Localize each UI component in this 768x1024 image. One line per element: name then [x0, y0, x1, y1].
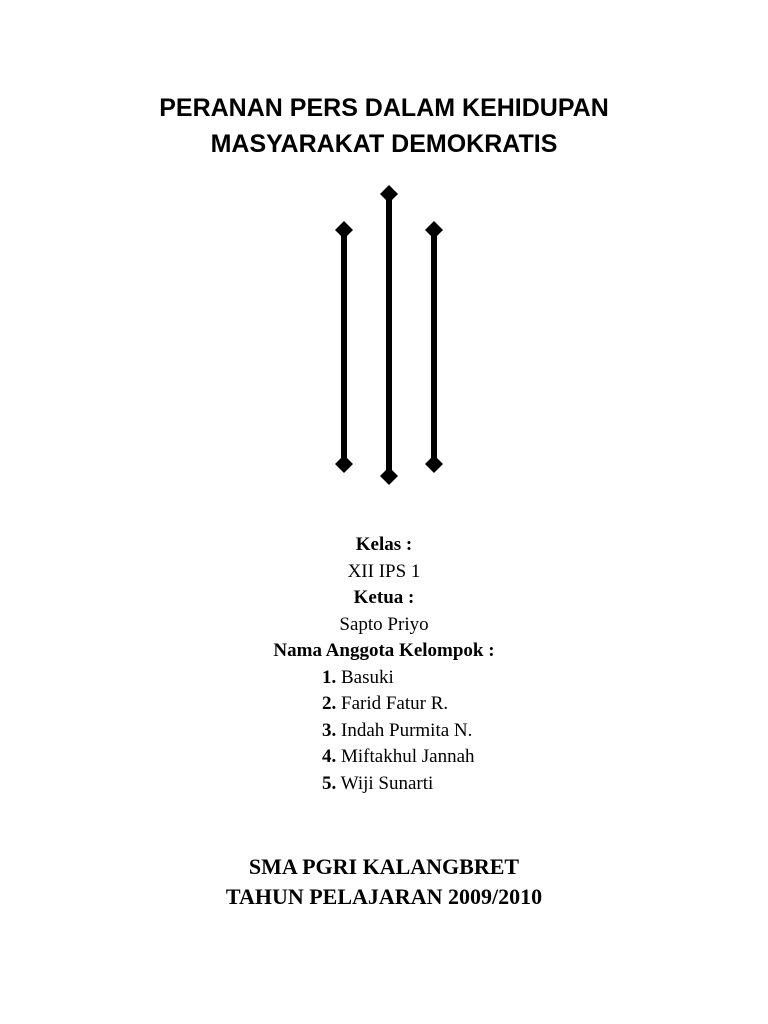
- member-item: 4. Miftakhul Jannah: [322, 746, 475, 767]
- member-item: 5. Wiji Sunarti: [322, 772, 434, 794]
- ornament-left-bottom-diamond: [335, 455, 353, 473]
- ornament-center-bottom-diamond: [380, 467, 398, 485]
- leader-label: Ketua :: [353, 587, 415, 608]
- ornament-right-bar: [431, 229, 437, 465]
- member-item: 1. Basuki: [322, 666, 394, 688]
- leader-value: Sapto Priyo: [339, 613, 429, 635]
- group-info: [0, 532, 768, 797]
- title-line-1: PERANAN PERS DALAM KEHIDUPAN: [159, 94, 609, 122]
- ornament-right-top-diamond: [425, 221, 443, 239]
- ornament-center-bar: [386, 193, 392, 477]
- ornament-center-top-diamond: [380, 185, 398, 203]
- class-label: Kelas :: [355, 534, 413, 555]
- school-name: SMA PGRI KALANGBRET: [248, 854, 520, 879]
- ornament-icon: [326, 183, 450, 487]
- academic-year: TAHUN PELAJARAN 2009/2010: [225, 884, 543, 909]
- school-footer: [0, 852, 768, 912]
- members-list: [0, 665, 768, 798]
- ornament-right-bottom-diamond: [425, 455, 443, 473]
- class-value: XII IPS 1: [347, 560, 421, 582]
- member-item: 3. Indah Purmita N.: [322, 719, 473, 741]
- members-label: Nama Anggota Kelompok :: [273, 640, 495, 661]
- document-title: [0, 90, 768, 162]
- member-item: 2. Farid Fatur R.: [322, 693, 449, 714]
- ornament-left-bar: [341, 229, 347, 465]
- ornament-left-top-diamond: [335, 221, 353, 239]
- title-line-2: MASYARAKAT DEMOKRATIS: [210, 130, 558, 158]
